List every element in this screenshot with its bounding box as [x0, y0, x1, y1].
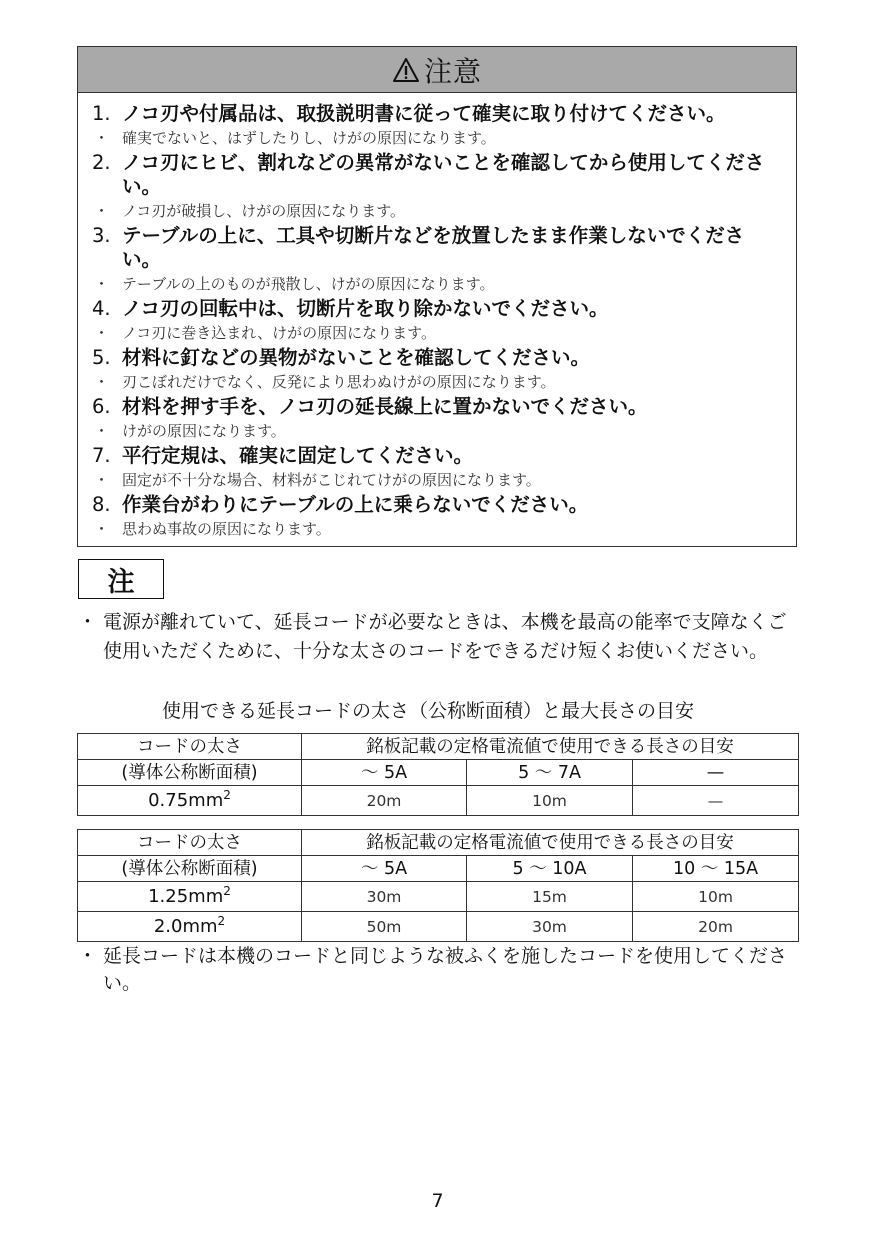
caution-item — [78, 102, 796, 126]
bullet: ・ — [94, 129, 110, 147]
caution-item — [78, 297, 796, 321]
length-cell: 10m — [633, 882, 799, 912]
caution-note — [78, 419, 796, 444]
bullet: ・ — [94, 520, 110, 538]
header-group: 銘板記載の定格電流値で使用できる長さの目安 — [302, 734, 799, 760]
note-text: 固定が不十分な場合、材料がこじれてけがの原因になります。 — [122, 471, 541, 489]
item-number: 2. — [92, 151, 111, 174]
note-text: ノコ刃が破損し、けがの原因になります。 — [122, 202, 406, 220]
cord-size: 2.0mm — [153, 915, 218, 937]
length-cell: 15m — [467, 882, 633, 912]
item-number: 1. — [92, 102, 111, 125]
caution-note — [78, 370, 796, 395]
caution-note — [78, 468, 796, 493]
bullet: ・ — [94, 422, 110, 440]
item-number: 5. — [92, 346, 111, 369]
header-cord-size: コードの太さ — [78, 734, 302, 760]
cord-size-cell — [78, 912, 302, 942]
note-paragraph — [78, 608, 798, 666]
table-row — [78, 786, 799, 816]
caution-list — [78, 93, 796, 542]
length-cell: — — [633, 786, 799, 816]
caution-note — [78, 272, 796, 297]
length-cell: 50m — [302, 912, 467, 942]
note-text: 刃こぼれだけでなく、反発により思わぬけがの原因になります。 — [122, 373, 556, 391]
item-number: 8. — [92, 493, 111, 516]
caution-box — [77, 46, 797, 547]
exponent: 2 — [223, 883, 231, 898]
header-cord-size-sub: (導体公称断面積) — [78, 856, 302, 882]
table-caption: 使用できる延長コードの太さ（公称断面積）と最大長さの目安 — [161, 700, 694, 722]
note-paragraph — [78, 943, 798, 997]
bullet: ・ — [78, 945, 98, 967]
cord-table-1 — [77, 733, 799, 816]
note-text: けがの原因になります。 — [122, 422, 286, 440]
warning-triangle-icon — [392, 57, 420, 83]
caution-item — [78, 346, 796, 370]
item-text: 材料を押す手を、ノコ刃の延長線上に置かないでください。 — [122, 395, 648, 418]
note-text: 思わぬ事故の原因になります。 — [122, 520, 331, 538]
note-paragraph-text: 延長コードは本機のコードと同じような被ふくを施したコードを使用してください。 — [103, 945, 788, 994]
cord-size: 0.75mm — [148, 789, 224, 811]
caution-header — [78, 47, 796, 93]
bullet: ・ — [94, 275, 110, 293]
length-cell: 30m — [467, 912, 633, 942]
item-text: 平行定規は、確実に固定してください。 — [122, 444, 474, 467]
header-cord-size-sub: (導体公称断面積) — [78, 760, 302, 786]
note-text: ノコ刃に巻き込まれ、けがの原因になります。 — [122, 324, 436, 342]
sub-header: ～ 5A — [302, 856, 467, 882]
item-number: 6. — [92, 395, 111, 418]
length-cell: 20m — [302, 786, 467, 816]
note-text: テーブルの上のものが飛散し、けがの原因になります。 — [122, 275, 495, 293]
sub-header: 5 ～ 10A — [467, 856, 633, 882]
caution-item — [78, 444, 796, 468]
cord-table-2 — [77, 829, 799, 942]
sub-header: — — [633, 760, 799, 786]
bullet: ・ — [94, 202, 110, 220]
note-paragraph-text: 電源が離れていて、延長コードが必要なときは、本機を最高の能率で支障なくご使用いただくために、十分な太さのコードをできるだけ短くお使いください。 — [103, 611, 787, 662]
item-text: テーブルの上に、工具や切断片などを放置したまま作業しないでください。 — [122, 224, 745, 271]
caution-item — [78, 493, 796, 517]
length-cell: 30m — [302, 882, 467, 912]
cord-size-cell — [78, 882, 302, 912]
caution-note — [78, 126, 796, 151]
item-number: 7. — [92, 444, 111, 467]
length-cell: 10m — [467, 786, 633, 816]
item-number: 3. — [92, 224, 111, 247]
item-text: ノコ刃の回転中は、切断片を取り除かないでください。 — [122, 297, 609, 320]
item-text: 材料に釘などの異物がないことを確認してください。 — [122, 346, 591, 369]
item-number: 4. — [92, 297, 111, 320]
item-text: 作業台がわりにテーブルの上に乗らないでください。 — [122, 493, 589, 516]
note-text: 確実でないと、はずしたりし、けがの原因になります。 — [122, 129, 496, 147]
item-text: ノコ刃や付属品は、取扱説明書に従って確実に取り付けてください。 — [122, 102, 726, 125]
caution-title: 注意 — [423, 54, 482, 88]
page-number: 7 — [431, 1190, 444, 1212]
caution-note — [78, 199, 796, 224]
cord-size: 1.25mm — [148, 885, 224, 907]
exponent: 2 — [217, 913, 226, 928]
sub-header: 5 ～ 7A — [467, 760, 633, 786]
caution-item — [78, 395, 796, 419]
item-text: ノコ刃にヒビ、割れなどの異常がないことを確認してから使用してください。 — [122, 151, 765, 198]
table-row — [78, 912, 799, 942]
caution-item — [78, 224, 796, 272]
caution-note — [78, 321, 796, 346]
sub-header: ～ 5A — [302, 760, 467, 786]
bullet: ・ — [78, 611, 98, 633]
note-label: 注 — [78, 559, 164, 599]
bullet: ・ — [94, 471, 110, 489]
caution-note — [78, 517, 796, 542]
caution-item — [78, 151, 796, 199]
cord-size-cell — [78, 786, 302, 816]
sub-header: 10 ～ 15A — [633, 856, 799, 882]
bullet: ・ — [94, 324, 110, 342]
header-cord-size: コードの太さ — [78, 830, 302, 856]
table-row — [78, 882, 799, 912]
exponent: 2 — [223, 787, 231, 802]
bullet: ・ — [94, 373, 110, 391]
header-group: 銘板記載の定格電流値で使用できる長さの目安 — [302, 830, 799, 856]
length-cell: 20m — [633, 912, 799, 942]
